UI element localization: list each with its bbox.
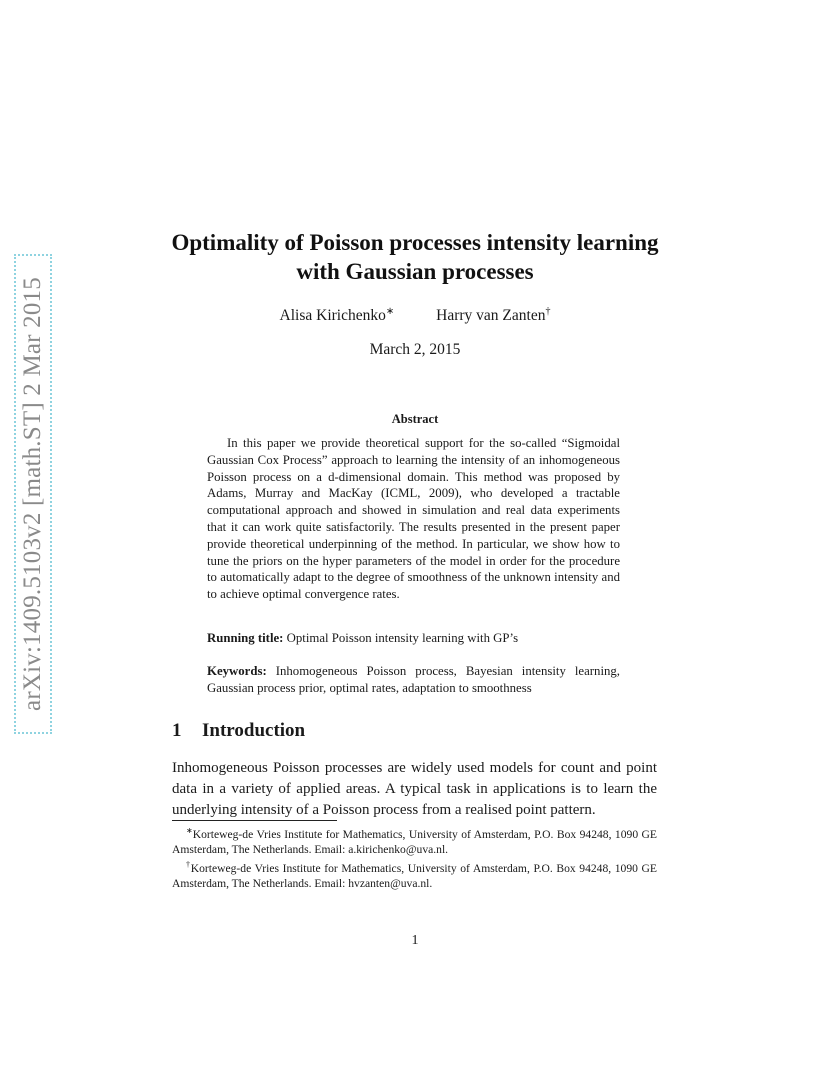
section-title: Introduction [202, 720, 306, 741]
running-title [207, 630, 620, 647]
footnote-2-mark: † [186, 859, 191, 869]
author-1 [280, 306, 395, 325]
keywords [207, 663, 620, 697]
section-number: 1 [172, 720, 182, 741]
footnote-1-mark: ∗ [186, 826, 193, 835]
author-2-name: Harry van Zanten [436, 307, 546, 325]
author-2-footnote-mark[interactable]: † [545, 306, 551, 317]
running-title-label: Running title: [207, 631, 284, 645]
author-1-name: Alisa Kirichenko [279, 307, 386, 325]
running-title-value: Optimal Poisson intensity learning with GP’s [286, 631, 519, 645]
author-1-footnote-mark[interactable]: ∗ [385, 306, 395, 317]
page-number: 1 [411, 933, 419, 948]
keywords-value: Inhomogeneous Poisson process, Bayesian intensity learning, Gaussian process prior, optimal rates, adaptation to smoothness [207, 664, 620, 695]
author-list [150, 306, 680, 325]
footnote-2 [172, 857, 657, 891]
arxiv-identifier: arXiv:1409.5103v2 [math.ST] 2 Mar 2015 [19, 277, 46, 711]
paper-title: Optimality of Poisson processes intensity learning with Gaussian processes [171, 230, 659, 284]
footnote-2-text: Korteweg-de Vries Institute for Mathematics, University of Amsterdam, P.O. Box 94248, 1090 GE Amsterdam, The Netherlands. Email: hvzanten@uva.nl. [172, 861, 658, 890]
author-2 [436, 306, 550, 325]
footnotes [172, 823, 657, 891]
abstract-body: In this paper we provide theoretical support for the so-called “Sigmoidal Gaussian Cox Process” approach to learning the intensity of an inhomogeneous Poisson process on a d-dimensional domain. This method was proposed by Adams, Murray and MacKay (ICML, 2009), who developed a tractable computational approach and showed in simulation and real data experiments that it can work quite satisfactorily. The results presented in the present paper provide theoretical underpinning of the method. In particular, we show how to tune the priors on the hyper parameters of the model in order for the procedure to automatically adapt to the degree of smoothness of the unknown intensity and to achieve optimal convergence rates. [207, 436, 620, 602]
introduction-paragraph: Inhomogeneous Poisson processes are widely used models for count and point data in a variety of applied areas. A typical task in applications is to learn the underlying intensity of a Poisson process from a realised point pattern. [172, 760, 657, 818]
footnote-1 [172, 823, 657, 857]
section-heading-introduction [172, 720, 662, 742]
paper-date: March 2, 2015 [369, 341, 461, 358]
footnote-1-text: Korteweg-de Vries Institute for Mathematics, University of Amsterdam, P.O. Box 94248, 1090 GE Amsterdam, The Netherlands. Email: a.kirichenko@uva.nl. [172, 827, 657, 856]
arxiv-stamp [14, 254, 52, 734]
abstract-heading: Abstract [391, 412, 439, 426]
keywords-label: Keywords: [207, 664, 267, 678]
footnote-divider [172, 820, 337, 821]
